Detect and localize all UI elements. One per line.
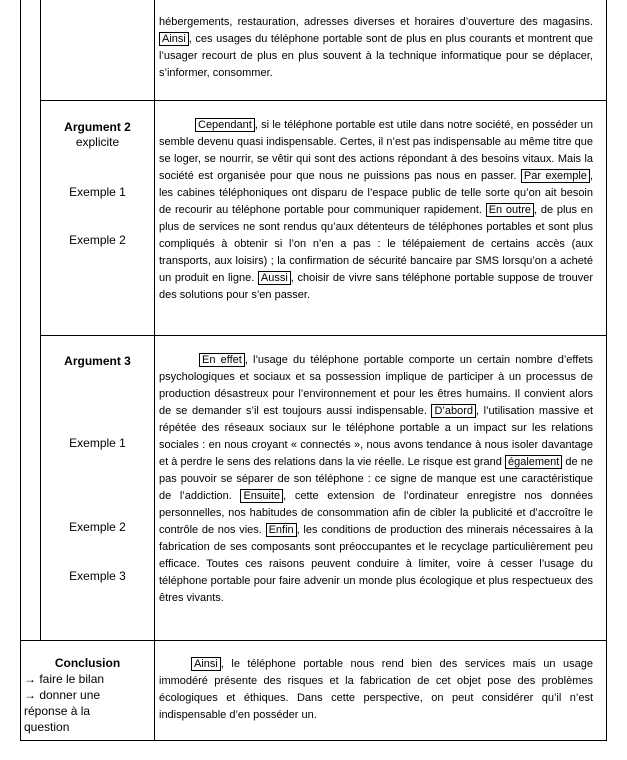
connector-enfin: Enfin [266,523,297,537]
argument3-exemple2: Exemple 2 [69,520,126,534]
conclusion-line1: → faire le bilan [24,672,105,686]
connector-ensuite: Ensuite [240,489,283,503]
right-border [606,0,607,740]
argument3-exemple1: Exemple 1 [69,436,126,450]
connector-ainsi: Ainsi [159,32,189,46]
conclusion-line2: → donner une [24,688,101,702]
inner-left-border [40,0,41,640]
conclusion-title: Conclusion [54,656,121,670]
connector-ainsi-conclusion: Ainsi [191,657,221,671]
connector-en-effet: En effet [199,353,245,367]
connector-egalement: également [505,455,562,469]
argument2-paragraph: Cependant , si le téléphone portable est utile dans notre société, en posséder un semble devenu quasi indispensable. Certes, il n’est pas indispensable au même titre que se loger, se nourrir, se vêtir qui sont des actions répondant à des besoins vitaux. Mais la société est organisée pour que nous ne puissions pas nous en passer. Par exemple , les cabines téléphoniques ont disparu de l’espace public de telle sorte qu’on ait besoin de recourir au téléphone portable pour communiquer rapidement. En outre , de plus en plus de services ne sont rendus qu’aux détenteurs de téléphones portables et sont plus compliqués à obtenir si l’on n’en a pas : le télépaiement de certains accès (aux transports, aux loisirs) ; la confirmation de sécurité bancaire par SMS lorsqu’on a acheté un produit en ligne. Aussi , choisir de vivre sans téléphone portable suppose de trouver des solutions pour s’en passer. [159,119,593,301]
outer-left-border-bottom [20,640,21,740]
argument2-subtitle: explicite [75,135,120,149]
connector-d-abord: D’abord [431,404,476,418]
row-divider-2 [40,335,607,336]
connector-en-outre: En outre [486,203,534,217]
conclusion-paragraph: Ainsi , le téléphone portable nous rend bien des services mais un usage immodéré présente des risques et la fabrication de cet objet pose des problèmes écologiques et éthiques. Dans cette perspective, on peut considérer qu’il n’est indispensable d’en posséder un. [159,658,593,721]
connector-par-exemple: Par exemple [521,169,590,183]
row-divider-3 [20,640,607,641]
argument2-exemple2: Exemple 2 [69,233,126,247]
argument3-exemple3: Exemple 3 [69,569,126,583]
argument3-title: Argument 3 [64,354,131,368]
outer-left-border-top [20,0,21,640]
connector-aussi: Aussi [258,271,291,285]
argument3-paragraph: En effet , l’usage du téléphone portable comporte un certain nombre d’effets psychologiques et sociaux et sa possession implique de participer à un processus de production désastreux pour l’environnement et pour les êtres humains. Il convient alors de se demander s’il est toujours aussi indispensable. D’abord , l’utilisation massive et répétée des réseaux sociaux sur le téléphone portable a un impact sur les relations sociales : en nous croyant « connectés », nous avons tendance à nous isoler davantage et à perdre le sens des relations dans la vie réelle. Le risque est grand également de ne pas pouvoir se séparer de son téléphone : ce signe de manque est une caractéristique de l’addiction. Ensuite , cette extension de l’ordinateur enregistre nos données personnelles, nos habitudes de consommation afin de cibler la publicité et d’accroître le contrôle de nos vies. Enfin , les conditions de production des minerais nécessaires à la fabrication de ses composants sont préoccupantes et le recyclage particulièrement peu efficace. Toutes ces raisons peuvent conduire à limiter, voire à cesser l’usage du téléphone portable pour faire advenir un monde plus écologique et plus respectueux des êtres vivants. [159,354,593,604]
row-divider-1 [40,100,607,101]
intro-paragraph: hébergements, restauration, adresses diverses et horaires d’ouverture des magasins. Ainsi , ces usages du téléphone portable sont de plus en plus courants et montrent que l’usager recourt de plus en plus souvent à la technique informatique pour se déplacer, s’informer, consommer. [159,16,593,79]
argument2-exemple1: Exemple 1 [69,185,126,199]
column-divider [154,0,155,740]
connector-cependant: Cependant [195,118,255,132]
table-bottom-border [20,740,607,741]
argument2-title: Argument 2 [64,120,131,134]
conclusion-line3: réponse à la [24,704,91,718]
conclusion-line4: question [24,720,70,734]
